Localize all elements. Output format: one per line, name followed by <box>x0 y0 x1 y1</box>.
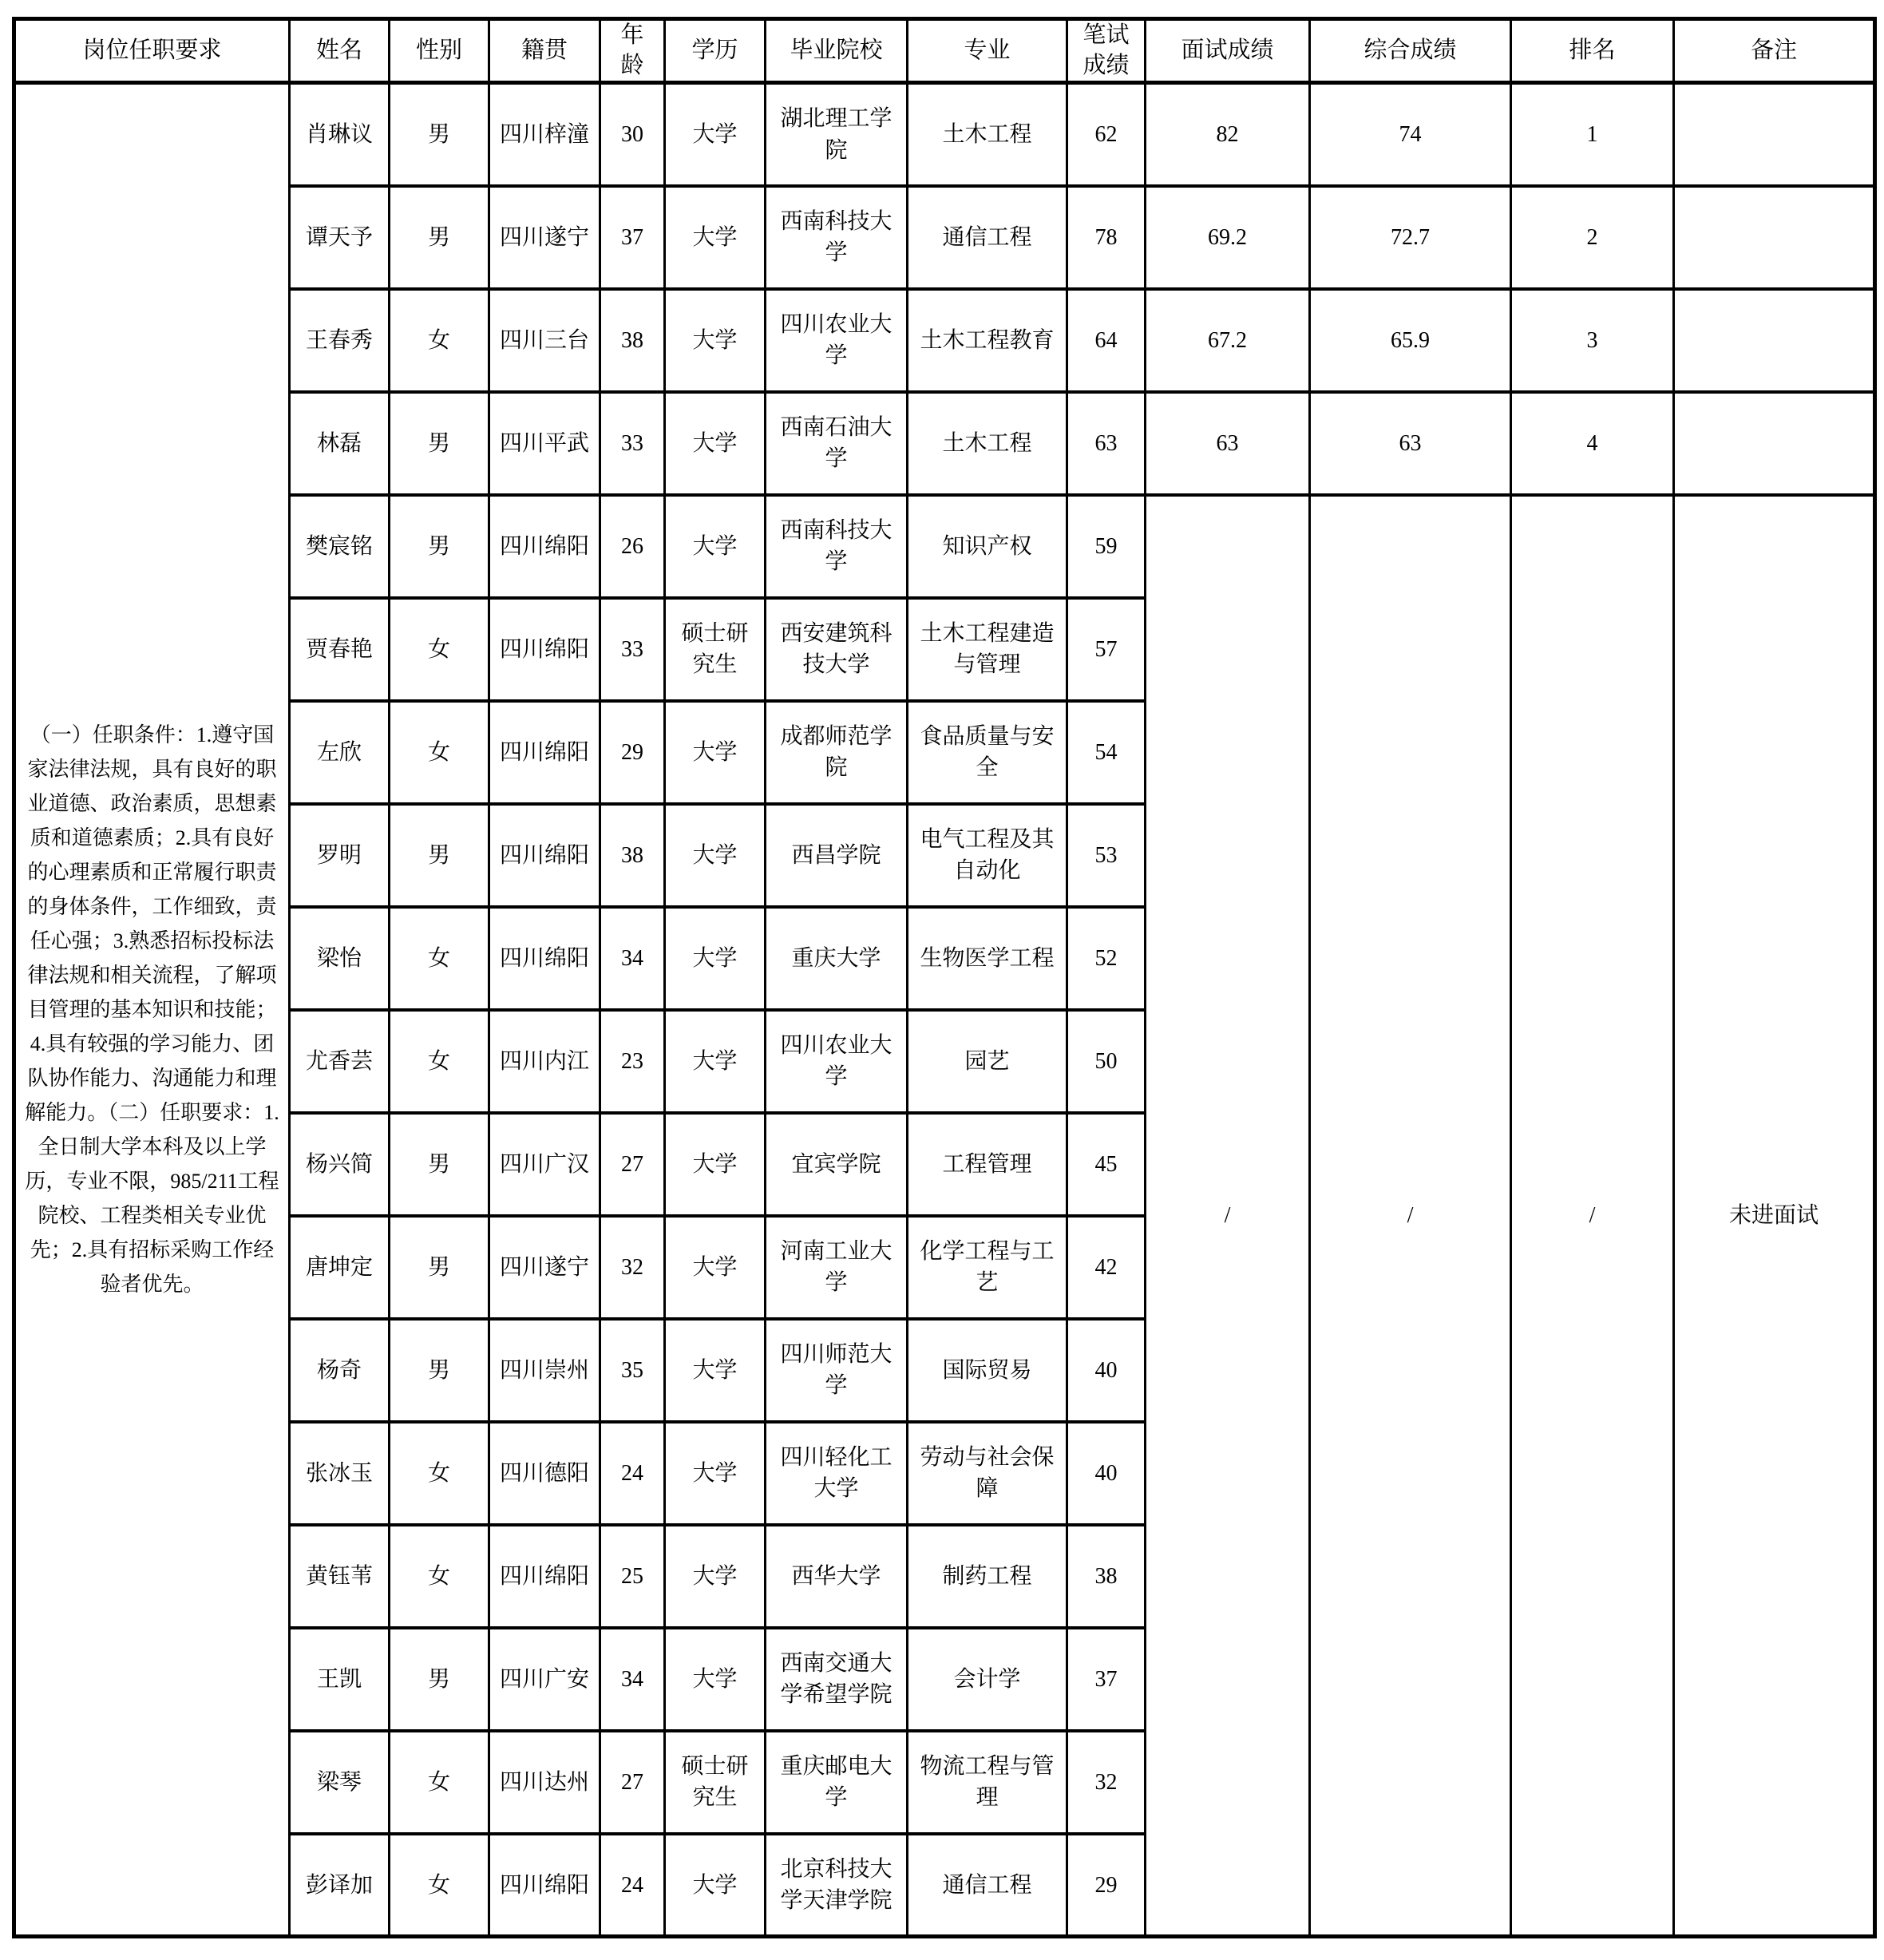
major-cell: 土木工程建造与管理 <box>908 598 1067 701</box>
age-cell: 23 <box>600 1010 665 1113</box>
comprehensive-score-cell: 74 <box>1310 83 1511 186</box>
school-cell: 西昌学院 <box>766 804 908 907</box>
name-cell: 梁怡 <box>290 907 390 1010</box>
major-cell: 通信工程 <box>908 186 1067 289</box>
gender-cell: 男 <box>390 1319 489 1422</box>
origin-cell: 四川广汉 <box>489 1113 600 1216</box>
origin-cell: 四川内江 <box>489 1010 600 1113</box>
name-cell: 尤香芸 <box>290 1010 390 1113</box>
major-cell: 工程管理 <box>908 1113 1067 1216</box>
name-cell: 林磊 <box>290 392 390 495</box>
header-gender: 性别 <box>390 19 489 83</box>
age-cell: 38 <box>600 289 665 392</box>
origin-cell: 四川绵阳 <box>489 598 600 701</box>
header-age: 年龄 <box>600 19 665 83</box>
gender-cell: 男 <box>390 186 489 289</box>
table-header <box>14 19 1875 83</box>
origin-cell: 四川广安 <box>489 1628 600 1731</box>
candidates-score-table <box>12 17 1877 1938</box>
header-origin: 籍贯 <box>489 19 600 83</box>
written-score-cell: 63 <box>1067 392 1146 495</box>
school-cell: 四川师范大学 <box>766 1319 908 1422</box>
gender-cell: 女 <box>390 1834 489 1937</box>
rank-cell: 4 <box>1511 392 1674 495</box>
gender-cell: 男 <box>390 495 489 598</box>
comprehensive-score-cell: 63 <box>1310 392 1511 495</box>
school-cell: 成都师范学院 <box>766 701 908 804</box>
origin-cell: 四川绵阳 <box>489 804 600 907</box>
interview-score-cell: 63 <box>1146 392 1310 495</box>
major-cell: 知识产权 <box>908 495 1067 598</box>
header-row <box>14 19 1875 83</box>
major-cell: 国际贸易 <box>908 1319 1067 1422</box>
education-cell: 大学 <box>665 186 766 289</box>
major-cell: 会计学 <box>908 1628 1067 1731</box>
header-major: 专业 <box>908 19 1067 83</box>
gender-cell: 男 <box>390 1113 489 1216</box>
education-cell: 大学 <box>665 392 766 495</box>
school-cell: 宜宾学院 <box>766 1113 908 1216</box>
gender-cell: 女 <box>390 1010 489 1113</box>
education-cell: 大学 <box>665 1422 766 1525</box>
candidate-row <box>14 392 1875 495</box>
requirements-cell: （一）任职条件：1.遵守国家法律法规，具有良好的职业道德、政治素质，思想素质和道德素质；2.具有良好的心理素质和正常履行职责的身体条件，工作细致，责任心强；3.熟悉招标投标法律法规和相关流程，了解项目管理的基本知识和技能；4.具有较强的学习能力、团队协作能力、沟通能力和理解能力。（二）任职要求：1.全日制大学本科及以上学历，专业不限，985/211工程院校、工程类相关专业优先；2.具有招标采购工作经验者优先。 <box>14 83 290 1937</box>
rank-cell: 2 <box>1511 186 1674 289</box>
school-cell: 西南科技大学 <box>766 186 908 289</box>
school-cell: 四川轻化工大学 <box>766 1422 908 1525</box>
header-name: 姓名 <box>290 19 390 83</box>
education-cell: 硕士研究生 <box>665 1731 766 1834</box>
origin-cell: 四川绵阳 <box>489 701 600 804</box>
education-cell: 大学 <box>665 1525 766 1628</box>
origin-cell: 四川绵阳 <box>489 1834 600 1937</box>
school-cell: 河南工业大学 <box>766 1216 908 1319</box>
header-rank: 排名 <box>1511 19 1674 83</box>
education-cell: 大学 <box>665 804 766 907</box>
merged-rank-cell: / <box>1511 495 1674 1937</box>
name-cell: 杨兴简 <box>290 1113 390 1216</box>
merged-remark-cell: 未进面试 <box>1674 495 1875 1937</box>
written-score-cell: 40 <box>1067 1319 1146 1422</box>
written-score-cell: 37 <box>1067 1628 1146 1731</box>
name-cell: 贾春艳 <box>290 598 390 701</box>
major-cell: 土木工程教育 <box>908 289 1067 392</box>
major-cell: 电气工程及其自动化 <box>908 804 1067 907</box>
written-score-cell: 42 <box>1067 1216 1146 1319</box>
gender-cell: 女 <box>390 289 489 392</box>
interview-score-cell: 67.2 <box>1146 289 1310 392</box>
rank-cell: 1 <box>1511 83 1674 186</box>
education-cell: 大学 <box>665 1216 766 1319</box>
major-cell: 土木工程 <box>908 392 1067 495</box>
education-cell: 大学 <box>665 701 766 804</box>
remark-cell <box>1674 83 1875 186</box>
origin-cell: 四川遂宁 <box>489 1216 600 1319</box>
header-school: 毕业院校 <box>766 19 908 83</box>
written-score-cell: 32 <box>1067 1731 1146 1834</box>
origin-cell: 四川绵阳 <box>489 495 600 598</box>
written-score-cell: 38 <box>1067 1525 1146 1628</box>
gender-cell: 男 <box>390 804 489 907</box>
name-cell: 王凯 <box>290 1628 390 1731</box>
interview-score-cell: 82 <box>1146 83 1310 186</box>
age-cell: 33 <box>600 598 665 701</box>
comprehensive-score-cell: 72.7 <box>1310 186 1511 289</box>
education-cell: 大学 <box>665 1834 766 1937</box>
age-cell: 37 <box>600 186 665 289</box>
age-cell: 25 <box>600 1525 665 1628</box>
age-cell: 27 <box>600 1113 665 1216</box>
school-cell: 西华大学 <box>766 1525 908 1628</box>
education-cell: 大学 <box>665 83 766 186</box>
age-cell: 33 <box>600 392 665 495</box>
school-cell: 北京科技大学天津学院 <box>766 1834 908 1937</box>
merged-interview-score-cell: / <box>1146 495 1310 1937</box>
origin-cell: 四川崇州 <box>489 1319 600 1422</box>
remark-cell <box>1674 186 1875 289</box>
age-cell: 34 <box>600 907 665 1010</box>
candidate-row <box>14 289 1875 392</box>
name-cell: 杨奇 <box>290 1319 390 1422</box>
gender-cell: 女 <box>390 1525 489 1628</box>
education-cell: 大学 <box>665 1628 766 1731</box>
remark-cell <box>1674 392 1875 495</box>
education-cell: 大学 <box>665 907 766 1010</box>
age-cell: 29 <box>600 701 665 804</box>
written-score-cell: 57 <box>1067 598 1146 701</box>
written-score-cell: 52 <box>1067 907 1146 1010</box>
school-cell: 四川农业大学 <box>766 1010 908 1113</box>
age-cell: 32 <box>600 1216 665 1319</box>
school-cell: 西南科技大学 <box>766 495 908 598</box>
school-cell: 四川农业大学 <box>766 289 908 392</box>
origin-cell: 四川达州 <box>489 1731 600 1834</box>
gender-cell: 男 <box>390 1216 489 1319</box>
written-score-cell: 50 <box>1067 1010 1146 1113</box>
header-remark: 备注 <box>1674 19 1875 83</box>
name-cell: 黄钰苇 <box>290 1525 390 1628</box>
origin-cell: 四川德阳 <box>489 1422 600 1525</box>
remark-cell <box>1674 289 1875 392</box>
school-cell: 重庆邮电大学 <box>766 1731 908 1834</box>
name-cell: 彭译加 <box>290 1834 390 1937</box>
origin-cell: 四川绵阳 <box>489 907 600 1010</box>
major-cell: 土木工程 <box>908 83 1067 186</box>
name-cell: 罗明 <box>290 804 390 907</box>
table-body <box>14 83 1875 1937</box>
written-score-cell: 45 <box>1067 1113 1146 1216</box>
origin-cell: 四川绵阳 <box>489 1525 600 1628</box>
education-cell: 大学 <box>665 1010 766 1113</box>
gender-cell: 女 <box>390 701 489 804</box>
school-cell: 重庆大学 <box>766 907 908 1010</box>
interview-score-cell: 69.2 <box>1146 186 1310 289</box>
candidate-row <box>14 186 1875 289</box>
written-score-cell: 54 <box>1067 701 1146 804</box>
name-cell: 唐坤定 <box>290 1216 390 1319</box>
major-cell: 化学工程与工艺 <box>908 1216 1067 1319</box>
header-written-score: 笔试成绩 <box>1067 19 1146 83</box>
origin-cell: 四川三台 <box>489 289 600 392</box>
major-cell: 劳动与社会保障 <box>908 1422 1067 1525</box>
name-cell: 肖琳议 <box>290 83 390 186</box>
header-interview-score: 面试成绩 <box>1146 19 1310 83</box>
merged-comprehensive-score-cell: / <box>1310 495 1511 1937</box>
major-cell: 食品质量与安全 <box>908 701 1067 804</box>
major-cell: 生物医学工程 <box>908 907 1067 1010</box>
origin-cell: 四川平武 <box>489 392 600 495</box>
school-cell: 西安建筑科技大学 <box>766 598 908 701</box>
origin-cell: 四川遂宁 <box>489 186 600 289</box>
candidate-row <box>14 495 1875 598</box>
age-cell: 27 <box>600 1731 665 1834</box>
header-comprehensive-score: 综合成绩 <box>1310 19 1511 83</box>
gender-cell: 女 <box>390 1731 489 1834</box>
education-cell: 大学 <box>665 495 766 598</box>
gender-cell: 男 <box>390 1628 489 1731</box>
age-cell: 38 <box>600 804 665 907</box>
age-cell: 24 <box>600 1834 665 1937</box>
education-cell: 大学 <box>665 289 766 392</box>
name-cell: 樊宸铭 <box>290 495 390 598</box>
major-cell: 制药工程 <box>908 1525 1067 1628</box>
name-cell: 王春秀 <box>290 289 390 392</box>
header-position-requirements: 岗位任职要求 <box>14 19 290 83</box>
age-cell: 34 <box>600 1628 665 1731</box>
age-cell: 30 <box>600 83 665 186</box>
written-score-cell: 64 <box>1067 289 1146 392</box>
age-cell: 26 <box>600 495 665 598</box>
gender-cell: 女 <box>390 907 489 1010</box>
origin-cell: 四川梓潼 <box>489 83 600 186</box>
rank-cell: 3 <box>1511 289 1674 392</box>
header-education: 学历 <box>665 19 766 83</box>
major-cell: 物流工程与管理 <box>908 1731 1067 1834</box>
written-score-cell: 59 <box>1067 495 1146 598</box>
name-cell: 左欣 <box>290 701 390 804</box>
school-cell: 湖北理工学院 <box>766 83 908 186</box>
major-cell: 通信工程 <box>908 1834 1067 1937</box>
education-cell: 大学 <box>665 1319 766 1422</box>
written-score-cell: 40 <box>1067 1422 1146 1525</box>
written-score-cell: 78 <box>1067 186 1146 289</box>
name-cell: 谭天予 <box>290 186 390 289</box>
comprehensive-score-cell: 65.9 <box>1310 289 1511 392</box>
gender-cell: 男 <box>390 392 489 495</box>
name-cell: 张冰玉 <box>290 1422 390 1525</box>
candidate-row <box>14 83 1875 186</box>
name-cell: 梁琴 <box>290 1731 390 1834</box>
school-cell: 西南交通大学希望学院 <box>766 1628 908 1731</box>
age-cell: 35 <box>600 1319 665 1422</box>
gender-cell: 女 <box>390 598 489 701</box>
school-cell: 西南石油大学 <box>766 392 908 495</box>
written-score-cell: 62 <box>1067 83 1146 186</box>
age-cell: 24 <box>600 1422 665 1525</box>
gender-cell: 男 <box>390 83 489 186</box>
written-score-cell: 53 <box>1067 804 1146 907</box>
written-score-cell: 29 <box>1067 1834 1146 1937</box>
major-cell: 园艺 <box>908 1010 1067 1113</box>
education-cell: 硕士研究生 <box>665 598 766 701</box>
gender-cell: 女 <box>390 1422 489 1525</box>
education-cell: 大学 <box>665 1113 766 1216</box>
